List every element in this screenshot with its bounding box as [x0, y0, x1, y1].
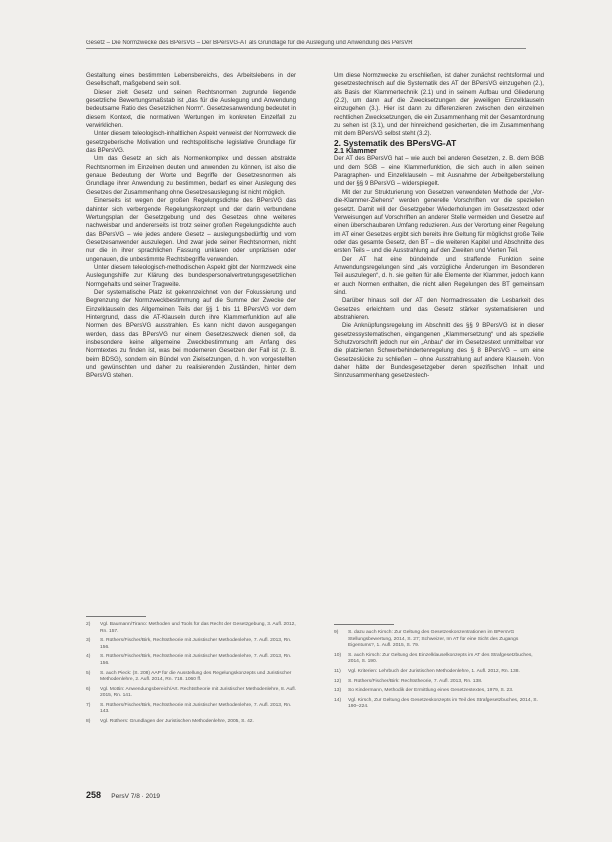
footnote	[86, 703, 296, 716]
footnote-divider	[334, 624, 394, 625]
footnote-number: 3)	[86, 638, 91, 644]
footnote-text: S. Rüthers/Fischer/Birk, Rechtstheorie mit Juristischer Methodenlehre, 7. Aufl. 2013, Rn. 143.	[100, 702, 292, 715]
footnote	[86, 671, 296, 684]
footnote-text: Vgl. Baumann/Tirano: Methoden und Tools für das Recht der Gesetzgebung, 3. Aufl. 2012, Rn. 157.	[100, 622, 296, 634]
footnote-text: Vgl. Mottin: Anwendungsbereich/Art. Rechtstheorie mit Juristischer Methodenlehre, 8. Aufl. 2015, Rn. 141.	[100, 686, 296, 699]
footnote	[334, 688, 544, 695]
footnote-text: Vgl. Kriterien: Lehrbuch der Juristischen Methodenlehre, 1. Aufl. 2012, Rn. 138.	[348, 668, 520, 674]
left-paragraph: Der systematische Platz ist gekennzeichnet von der Fokussierung und Begrenzung der Normzweckbestimmung auf die Summe der Zwecke der Einzelklauseln des Allgemeinen Teils der §§ 1 bis 11 BPersVG vor dem Hintergrund, dass die AT-Klauseln durch ihre Klammerfunktion auf alle Normen des BPersVG ausstrahlen. Es kann nicht davon ausgegangen werden, dass das BPersVG nur einem Gesetzeszweck dienen soll, da insbesondere keine allgemeine Zweckbestimmung am Anfang des Normtextes zu finden ist, was bei moderneren Gesetzen der Fall ist (z. B. beim BDSG), sondern ein Bündel von Zielsetzungen, d. h. von vorgestellten und gewünschten und daher zu realisierenden Zuständen, hinter dem BPersVG stehen.	[86, 288, 296, 380]
left-paragraph: Dieser zielt Gesetz und seinen Rechtsnormen zugrunde liegende gesetzliche Bewertungsmaßstab ist „das für die Auslegung und Anwendung bedeutsame Ratio des Gesetzlichen Norm“. Gesetzesanwendung bedeutet in diesem Kontext, die normativen Wertungen im konkreten Einzelfall zu verwirklichen.	[86, 88, 296, 130]
footnote-text: Vgl. Kirsch, Zur Geltung des Gesetzeskonzepts im Teil des Strafgesetzbuches, 2014, S. 190–224.	[348, 697, 538, 710]
footnote	[86, 622, 296, 635]
section-heading: 2. Systematik des BPersVG-AT	[334, 137, 457, 148]
footnote-number: 5)	[86, 670, 91, 676]
left-paragraph: Einerseits ist wegen der großen Regelungsdichte des BPersVG das dahinter sich verbergende Regelungskonzept und der darin verbundene Wertungsplan der Gesetzgebung und des Gesetzes ohne weiteres nachweisbar und andererseits ist trotz seiner großen Regelungsdichte auch das BPersVG – wie jedes andere Gesetz – auslegungsbedürftig und vom Gesetzesanwender auszulegen. Und zwar jede seiner Rechtsnormen, nicht nur die in ihrer sprachlichen Fassung unklaren oder unpräzisen oder ungenauen, die unbestimmte Rechtsbegriffe verwenden.	[86, 197, 296, 263]
footnote-text: S. auch Kirsch: Zur Geltung des Einzelklauselkonzepts im AT des Strafgesetzbuches, 2014, S. 190.	[348, 652, 533, 665]
footnote	[86, 654, 296, 667]
right-paragraph: Die Anknüpfungsregelung im Abschnitt des §§ 9 BPersVG ist in dieser gesetzessystematischen, eingangenen „Klammersetzung“ und als spezielle Schutzvorschrift jedoch nur ein „Anbau“ der im Gesetzestext unmittelbar vor die platzierten Schwerbehindertenregelung des § 8 BPersVG – um eine Gesetzeslücke zu schließen – ohne Ausstrahlung auf andere Klauseln. Von daher hätte der Bundesgesetzgeber deren spezifischen Inhalt und Sinnzusammenhang gesetzestech-	[334, 322, 544, 380]
right-paragraph: Der AT des BPersVG hat – wie auch bei anderen Gesetzen, z. B. dem BGB und dem SGB – eine Klammerfunktion, die sich auch in allen seinen Paragraphen- und Einzelklauseln – mit Ausnahme der Arbeitgeberstellung und der §§ 9 BPersVG – widerspiegelt.	[334, 155, 544, 188]
right-paragraph: Der AT hat eine bündelnde und straffende Funktion seine Anwendungsregelungen sind „als vorzügliche Änderungen im Besonderen Teil auszulegen“, d. h. sie gelten für alle Elemente der Klammer, jedoch kann er auch Normen enthalten, die nicht allen Regelungen des BT gemeinsam sind.	[334, 255, 544, 296]
footnote-number: 12)	[334, 678, 342, 684]
subsection-heading: 2.1 Klammer	[334, 146, 377, 156]
footnote-text: Vgl. Rüthers: Grundlagen der Juristischen Methodenlehre, 2005, S. 42.	[100, 719, 254, 725]
footnote-number: 7)	[86, 702, 91, 708]
footnote-text: S. auch Pieck: (S. 208) AAP für die Ausstellung des Regelungskonzepts und Juristischer Methodenlehre, 2. Aufl. 2014, Rn. 718. 1060 ff.	[100, 670, 292, 683]
footnote-number: 8)	[86, 719, 91, 725]
footnote-number: 9)	[334, 630, 339, 635]
footnote	[334, 653, 544, 666]
left-paragraph: Um das Gesetz an sich als Normenkomplex und dessen abstrakte Rechtsnormen im Einzelnen deuten und anwenden zu können, ist also die genaue Bedeutung der Worte und Begriffe der Gesetzesnormen als Grundlage ihrer Anwendung zu bestimmen, bedarf es einer Auslegung des Gesetzes der Zusammenhang ohne Gesetzesauslegung ist nicht möglich.	[86, 155, 296, 196]
footnotes-right	[334, 630, 544, 714]
footnotes-left	[86, 622, 296, 729]
footnote-text: S. Rüthers/Fischer/Birk: Rechtstheorie, 7. Aufl. 2013, Rn. 138.	[348, 678, 483, 684]
footnote-number: 6)	[86, 686, 91, 692]
footnote	[334, 630, 544, 650]
footnote-text: So Kindermann, Methodik der Ermittlung eines Gesetzestextes, 1979, S. 23.	[348, 688, 514, 694]
right-paragraph: Darüber hinaus soll der AT den Normadressaten die Lesbarkeit des Gesetzes erleichtern und das Gesetz stärker systematisieren und abstrahieren.	[334, 297, 544, 321]
footnote-number: 4)	[86, 654, 91, 660]
journal-issue: PersV 7/8 · 2019	[111, 793, 161, 800]
footnote	[334, 669, 544, 676]
left-paragraph: Unter diesem teleologisch-inhaltlichen Aspekt verweist der Normzweck die gesetzgeberische Motivation und rechtspolitische legislative Grundlage für das BPersVG.	[86, 130, 296, 155]
page-footer	[86, 790, 160, 800]
page-number: 258	[86, 790, 102, 800]
footnote-text: S. dazu auch Kirsch: Zur Geltung des Gesetzeskonzentrationen im BPersVG Stellungsbewertung, 2014, S. 27; Schweizer, Im AT für eine Sicht des Zugangs Eigentums?, 1. Aufl. 2015, S. 79.	[348, 630, 519, 648]
right-paragraph: Mit der zur Strukturierung von Gesetzen verwendeten Methode der „Vor-die-Klammer-Ziehens“ werden generelle Vorschriften vor die speziellen gesetzt. Damit will der Gesetzgeber Wiederholungen im Gesetzestext oder Verweisungen auf Vorschriften an anderer Stelle vermeiden und Gesetze auf einen überschaubaren Umfang reduzieren. Aus der Verortung einer Regelung im AT einer Gesetzes ergibt sich bereits ihre Geltung für möglichst große Teile oder das gesamte Gesetz, den BT – die weiteren Kapitel und Abschnitte des ersten Teils – und die Ausstrahlung auf den Zweiten und Vierten Teil.	[334, 188, 544, 255]
footnote-text: S. Rüthers/Fischer/Birk, Rechtstheorie mit Juristischer Methodenlehre, 7. Aufl. 2013, Rn. 156.	[100, 638, 292, 650]
left-paragraph: Gestaltung eines bestimmten Lebensbereichs, des Arbeitslebens in der Gesellschaft, maßgebend sein soll.	[86, 72, 296, 88]
footnote	[86, 638, 296, 651]
footnote-text: S. Rüthers/Fischer/Birk, Rechtstheorie mit Juristischer Methodenlehre, 7. Aufl. 2013, Rn. 156.	[100, 654, 292, 666]
footnote-number: 14)	[334, 697, 342, 703]
left-column	[86, 72, 296, 381]
footnote-number: 11)	[334, 668, 341, 674]
footnote	[86, 687, 296, 700]
running-head: Gesetz – Die Normzwecke des BPersVG – Der BPersVG-AT als Grundlage für die Auslegung und Anwendung des PersVR	[86, 40, 526, 49]
footnote-number: 13)	[334, 688, 342, 694]
right-intro-paragraph: Um diese Normzwecke zu erschließen, ist daher zunächst rechtsformal und gesetzestechnisch auf die Systematik des AT der BPersVG einzugehen (2.), als Basis der Klammertechnik (2.1) und in seinem Aufbau und Gliederung (2.2), um dann auf die Zwecksetzungen der jeweiligen Einzelklauseln einzugehen (3.). Hier ist dann zu differenzieren zwischen den einzelnen rechtlichen Zwecksetzungen, die ein Zusammenhang mit der Gesamtordnung zu sehen ist (3.1), und der hinreichend gesicherten, die im Zusammenhang mit dem BPersVG selbst steht (3.2).	[334, 72, 544, 138]
footnote-number: 2)	[86, 622, 91, 627]
left-paragraph: Unter diesem teleologisch-methodischen Aspekt gibt der Normzweck eine Auslegungshilfe zur Klärung des bundespersonalvertretungsgesetzlichen Normgehalts und seiner Tragweite.	[86, 263, 296, 288]
footnote	[86, 719, 296, 726]
right-column	[334, 72, 544, 381]
footnote-number: 10)	[334, 652, 342, 658]
footnote-divider	[86, 616, 146, 617]
footnote	[334, 679, 544, 686]
footnote	[334, 698, 544, 711]
